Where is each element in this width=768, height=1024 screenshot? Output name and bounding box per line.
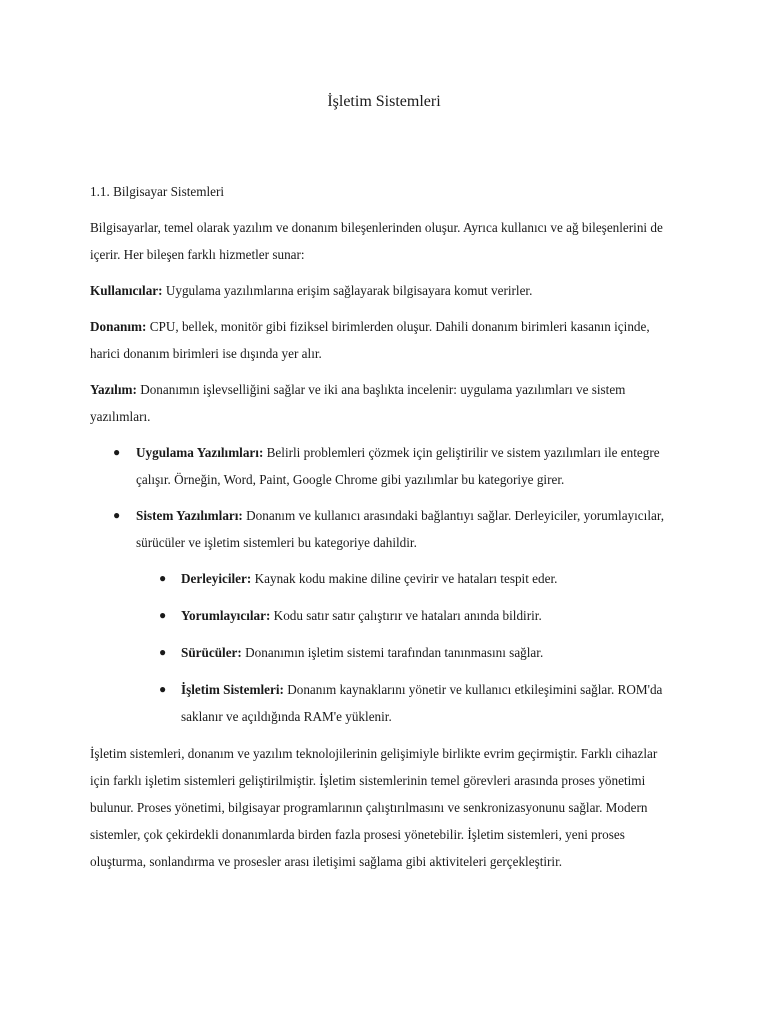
text-donanim: CPU, bellek, monitör gibi fiziksel birimlerden oluşur. Dahili donanım birimleri kasanın içinde, harici donanım birimleri ise dışında yer alır. bbox=[90, 319, 650, 361]
bullet-icon: ● bbox=[159, 682, 167, 696]
document-body bbox=[90, 178, 680, 884]
text-derleyiciler: Kaynak kodu makine diline çevirir ve hataları tespit eder. bbox=[251, 571, 558, 586]
document-title: İşletim Sistemleri bbox=[327, 93, 441, 110]
term-suruculer: Sürücüler: bbox=[181, 645, 242, 660]
list-item-yorumlayicilar bbox=[136, 602, 680, 629]
list-item-sistem bbox=[90, 502, 680, 730]
bullet-icon: ● bbox=[113, 445, 121, 459]
bullet-icon: ● bbox=[159, 571, 167, 585]
term-donanim: Donanım: bbox=[90, 319, 147, 334]
intro-paragraph: Bilgisayarlar, temel olarak yazılım ve donanım bileşenlerinden oluşur. Ayrıca kullanıcı ve ağ bileşenlerini de içerir. Her bileşen farklı hizmetler sunar: bbox=[90, 220, 663, 262]
system-software-list bbox=[136, 565, 680, 730]
term-isletim-sistemleri: İşletim Sistemleri: bbox=[181, 682, 284, 697]
bullet-icon: ● bbox=[159, 608, 167, 622]
term-yorumlayicilar: Yorumlayıcılar: bbox=[181, 608, 271, 623]
list-item-suruculer bbox=[136, 639, 680, 666]
term-derleyiciler: Derleyiciler: bbox=[181, 571, 252, 586]
bullet-icon: ● bbox=[113, 508, 121, 522]
term-uygulama: Uygulama Yazılımları: bbox=[136, 445, 264, 460]
text-yorumlayicilar: Kodu satır satır çalıştırır ve hataları anında bildirir. bbox=[270, 608, 542, 623]
text-yazilim: Donanımın işlevselliğini sağlar ve iki ana başlıkta incelenir: uygulama yazılımları ve sistem yazılımları. bbox=[90, 382, 626, 424]
text-uygulama: Belirli problemleri çözmek için geliştirilir ve sistem yazılımları ile entegre çalışır. Örneğin, Word, Paint, Google Chrome gibi yazılımlar bu kategoriye girer. bbox=[136, 445, 660, 487]
term-sistem: Sistem Yazılımları: bbox=[136, 508, 243, 523]
text-suruculer: Donanımın işletim sistemi tarafından tanınmasını sağlar. bbox=[241, 645, 544, 660]
paragraph-kullanicilar bbox=[90, 277, 680, 304]
list-item-isletim-sistemleri bbox=[136, 676, 680, 730]
paragraph-yazilim bbox=[90, 376, 680, 430]
list-item-uygulama bbox=[90, 439, 680, 493]
text-isletim-sistemleri: Donanım kaynaklarını yönetir ve kullanıcı etkileşimini sağlar. ROM'da saklanır ve açıldığında RAM'e yüklenir. bbox=[181, 682, 663, 724]
term-kullanicilar: Kullanıcılar: bbox=[90, 283, 163, 298]
list-item-derleyiciler bbox=[136, 565, 680, 592]
paragraph-donanim bbox=[90, 313, 680, 367]
text-sistem: Donanım ve kullanıcı arasındaki bağlantıyı sağlar. Derleyiciler, yorumlayıcılar, sürücüler ve işletim sistemleri bu kategoriye dahildir. bbox=[136, 508, 664, 550]
closing-paragraph: İşletim sistemleri, donanım ve yazılım teknolojilerinin gelişimiyle birlikte evrim geçirmiştir. Farklı cihazlar için farklı işletim sistemleri geliştirilmiştir. İşletim sistemlerinin temel görevleri arasında proses yönetimi bulunur. Proses yönetimi, bilgisayar programlarının çalıştırılmasını ve senkronizasyonunu sağlar. Modern sistemler, çok çekirdekli donanımlarda birden fazla prosesi yönetebilir. İşletim sistemleri, yeni proses oluşturma, sonlandırma ve prosesler arası iletişimi sağlama gibi aktiviteleri gerçekleştirir. bbox=[90, 746, 658, 869]
text-kullanicilar: Uygulama yazılımlarına erişim sağlayarak bilgisayara komut verirler. bbox=[162, 283, 533, 298]
software-types-list bbox=[90, 439, 680, 730]
section-heading: 1.1. Bilgisayar Sistemleri bbox=[90, 184, 225, 199]
term-yazilim: Yazılım: bbox=[90, 382, 137, 397]
bullet-icon: ● bbox=[159, 645, 167, 659]
